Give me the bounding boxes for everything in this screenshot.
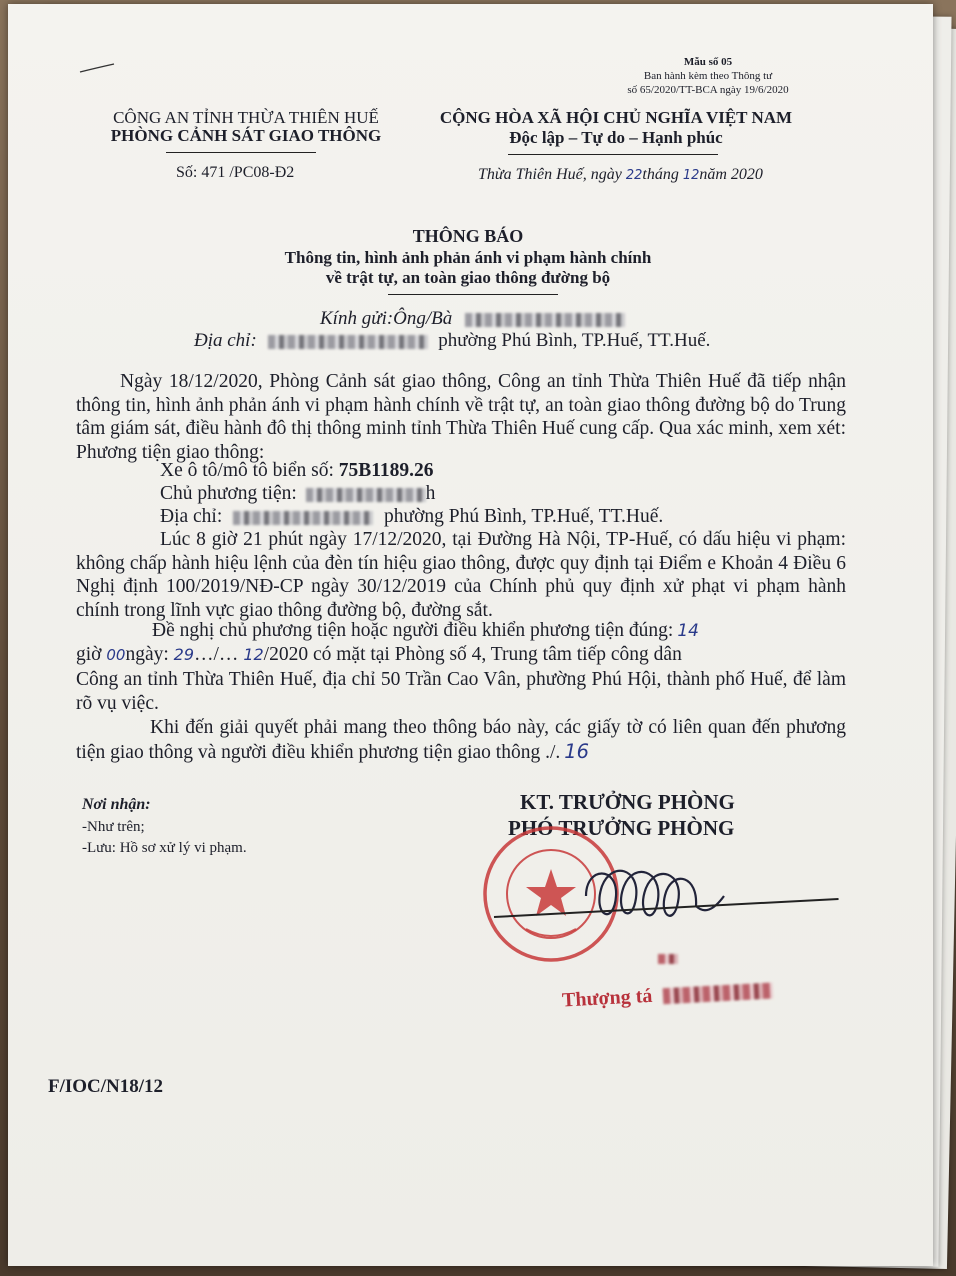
agency-name: PHÒNG CẢNH SÁT GIAO THÔNG <box>110 126 382 145</box>
signer-rank-line <box>562 978 774 1012</box>
handwritten-signature <box>578 856 728 936</box>
plate-line <box>160 460 434 482</box>
form-issued-with: Ban hành kèm theo Thông tư <box>643 70 773 82</box>
appointment-location: Công an tỉnh Thừa Thiên Huế, địa chỉ 50 Trần Cao Vân, phường Phú Hội, thành phố Huế, để làm rõ vụ việc. <box>76 669 846 714</box>
redacted-address <box>268 335 428 349</box>
appointment-hour-label: giờ <box>76 644 102 665</box>
motto-underline <box>508 154 718 155</box>
plate-number: 75B1189.26 <box>338 460 434 481</box>
agency-parent: CÔNG AN TỈNH THỪA THIÊN HUẾ <box>113 108 379 127</box>
signature-role-2: PHÓ TRƯỞNG PHÒNG <box>508 816 735 840</box>
recipients-title: Nơi nhận: <box>82 796 151 813</box>
redacted-red-mark <box>658 954 678 964</box>
title-underline <box>388 294 558 295</box>
paragraph-documents <box>76 716 846 764</box>
appointment-line-1 <box>152 620 699 642</box>
appointment-day: 29 <box>173 645 195 664</box>
place-date-prefix: Thừa Thiên Huế, ngày <box>478 166 622 183</box>
redacted-owner <box>306 488 426 502</box>
notice-title: THÔNG BÁO <box>412 226 524 246</box>
owner-label: Chủ phương tiện: <box>160 483 297 504</box>
form-number: Mẫu số 05 <box>683 56 733 68</box>
redacted-owner-address <box>233 511 373 525</box>
paragraph-violation: Lúc 8 giờ 21 phút ngày 17/12/2020, tại Đường Hà Nội, TP-Huế, có dấu hiệu vi phạm: không chấp hành hiệu lệnh của đèn tín hiệu giao thông, được quy định tại Điểm e Khoản 4 Điều 6 Nghị định 100/2019/NĐ-CP ngày 30/12/2019 của Chính phủ quy định xử phạt vi phạm hành chính trong lĩnh vực giao thông đường bộ, đường sắt. <box>76 529 846 621</box>
appointment-request: Đề nghị chủ phương tiện hoặc người điều khiển phương tiện đúng: <box>152 620 674 641</box>
document-number: Số: 471 /PC08-Đ2 <box>176 164 295 181</box>
recipients-line-1: -Như trên; <box>82 819 145 835</box>
recipient-line <box>320 308 625 330</box>
recipients-line-2: -Lưu: Hồ sơ xử lý vi phạm. <box>82 840 247 856</box>
date-day: 22 <box>625 168 643 183</box>
recipient-address-rest: phường Phú Bình, TP.Huế, TT.Huế. <box>438 330 711 351</box>
signer-rank: Thượng tá <box>561 984 653 1012</box>
paragraph-documents-text: Khi đến giải quyết phải mang theo thông báo này, các giấy tờ có liên quan đến phương tiện giao thông và người điều khiển phương tiện giao thông ./. <box>76 717 846 763</box>
signature-role-1: KT. TRƯỞNG PHÒNG <box>520 790 735 814</box>
footer-code: F/IOC/N18/12 <box>48 1076 164 1097</box>
form-circular-ref: số 65/2020/TT-BCA ngày 19/6/2020 <box>627 84 789 96</box>
recipient-address <box>194 330 710 352</box>
appointment-month: 12 <box>243 645 264 664</box>
year-label: năm 2020 <box>699 166 763 183</box>
appointment-day-label: ngày: <box>125 644 169 665</box>
place-date <box>478 166 763 184</box>
appointment-year-location: /2020 có mặt tại Phòng số 4, Trung tâm tiếp công dân <box>263 644 682 665</box>
redacted-name <box>465 313 625 327</box>
date-month: 12 <box>682 168 700 183</box>
month-label: tháng <box>642 166 679 183</box>
notice-subtitle-1: Thông tin, hình ảnh phản ánh vi phạm hành chính <box>284 248 652 267</box>
owner-line <box>160 483 435 505</box>
recipient-address-label: Địa chỉ: <box>194 330 257 351</box>
notice-subtitle-2: về trật tự, an toàn giao thông đường bộ <box>325 268 611 287</box>
appointment-hour: 14 <box>677 621 699 641</box>
owner-address-label: Địa chỉ: <box>160 506 223 527</box>
appointment-line-2: giờ 00ngày: 29…/… 12/2020 có mặt tại Phòng số 4, Trung tâm tiếp công dân <box>76 644 682 665</box>
appointment-minute: 00 <box>106 646 126 664</box>
pen-mark <box>78 62 118 76</box>
agency-underline <box>166 152 316 153</box>
recipient-greeting: Kính gửi:Ông/Bà <box>320 308 453 329</box>
nation-motto: Độc lập – Tự do – Hạnh phúc <box>509 128 723 147</box>
plate-label: Xe ô tô/mô tô biển số: <box>160 460 339 481</box>
owner-tail: h <box>425 483 436 504</box>
paragraph-received: Ngày 18/12/2020, Phòng Cảnh sát giao thông, Công an tỉnh Thừa Thiên Huế đã tiếp nhận thông tin, hình ảnh phản ánh vi phạm hành chính về trật tự, an toàn giao thông đường bộ do Trung tâm giám sát, điều hành đô thị thông minh tỉnh Thừa Thiên Huế cung cấp. Qua xác minh, xem xét: Phương tiện giao thông: <box>76 371 846 463</box>
nation-title: CỘNG HÒA XÃ HỘI CHỦ NGHĨA VIỆT NAM <box>439 108 793 127</box>
handwritten-16: 16 <box>564 739 590 763</box>
owner-address-rest: phường Phú Bình, TP.Huế, TT.Huế. <box>384 506 664 527</box>
redacted-signer-name <box>663 983 774 1005</box>
owner-address-line <box>160 506 663 528</box>
document-page <box>8 4 933 1266</box>
